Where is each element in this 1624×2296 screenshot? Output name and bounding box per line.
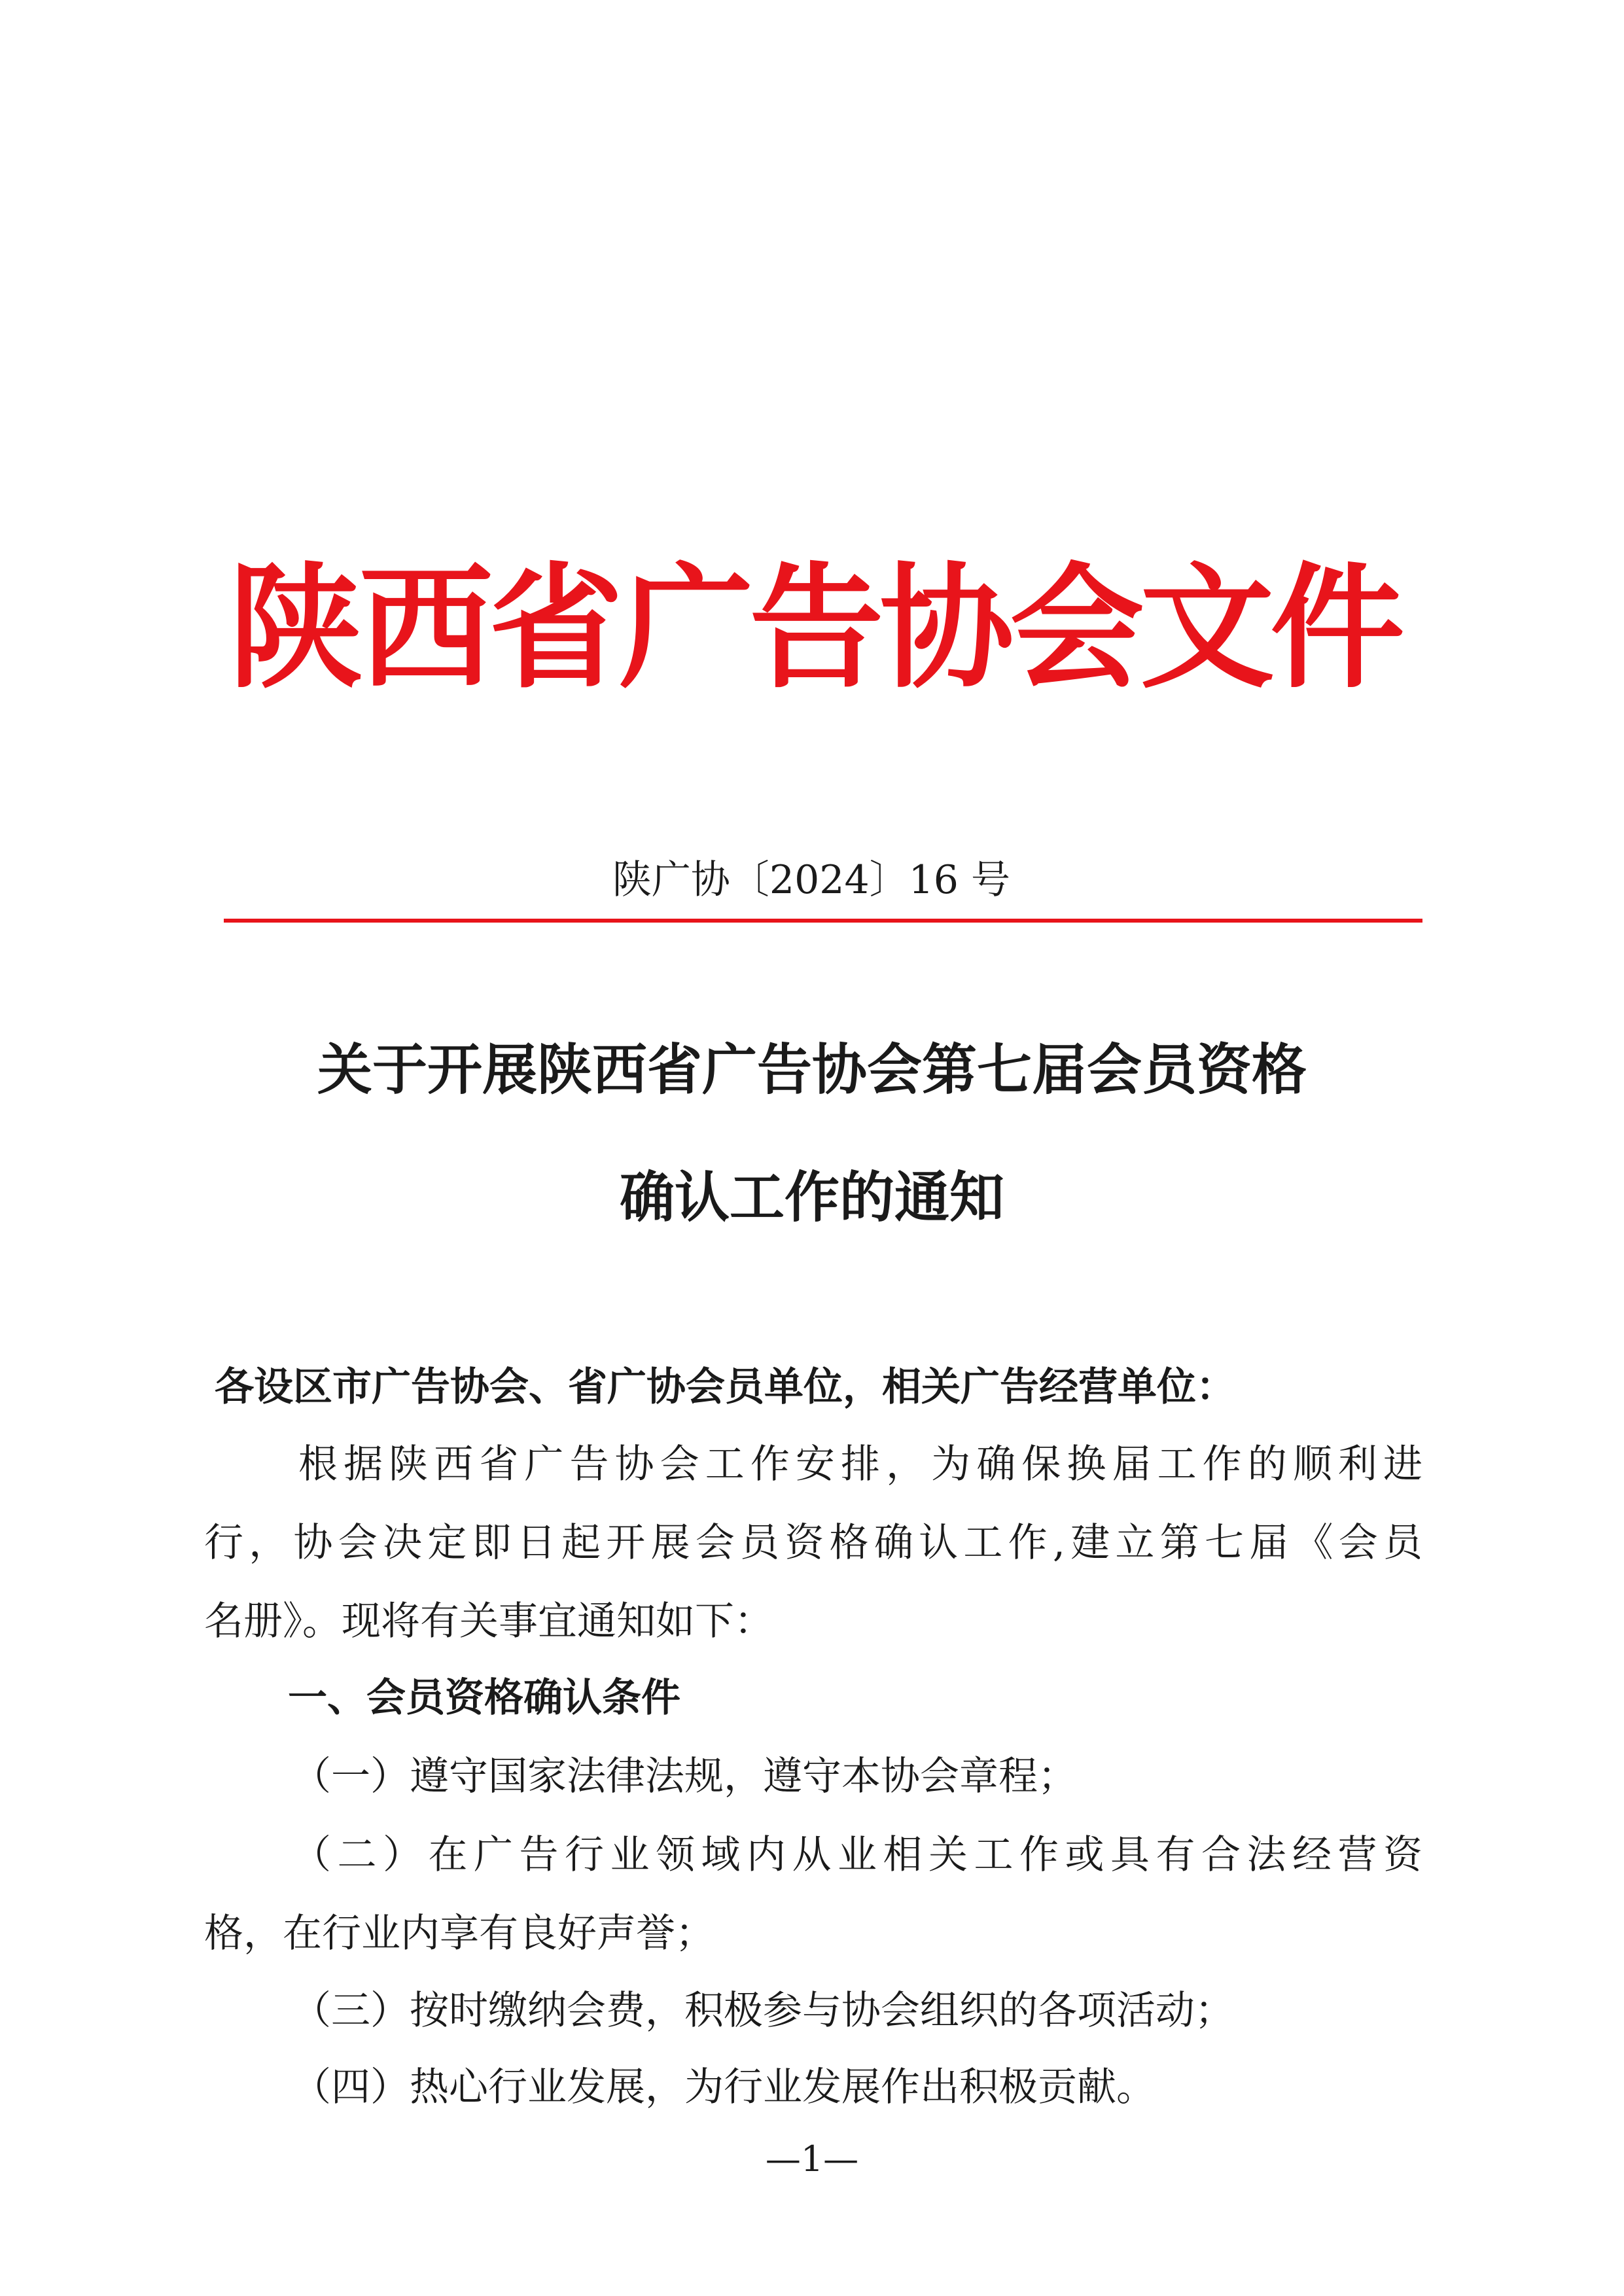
intro-line-2: 行，协会决定即日起开展会员资格确认工作,建立第七届《会员 — [204, 1520, 1422, 1566]
red-divider-line — [224, 919, 1422, 923]
salutation: 各设区市广告协会、省广协会员单位，相关广告经营单位： — [215, 1364, 1235, 1410]
issuing-org-title: 陕西省广告协会文件 — [228, 550, 1401, 707]
notice-title-line-2: 确认工作的通知 — [619, 1165, 1004, 1229]
section-heading-conditions: 一、会员资格确认条件 — [288, 1675, 680, 1721]
document-number: 陕广协〔2024〕16 号 — [612, 857, 1011, 903]
condition-item-2-line-2: 格，在行业内享有良好声誉； — [204, 1911, 715, 1956]
intro-line-3: 名册》。现将有关事宜通知如下： — [204, 1598, 773, 1644]
condition-item-1: （一）遵守国家法律法规，遵守本协会章程； — [292, 1754, 1077, 1799]
intro-line-1: 根据陕西省广告协会工作安排，为确保换届工作的顺利进 — [298, 1441, 1422, 1487]
page-number: —1— — [765, 2138, 859, 2180]
condition-item-4: （四）热心行业发展，为行业发展作出积极贡献。 — [292, 2064, 1156, 2110]
notice-title-line-1: 关于开展陕西省广告协会第七届会员资格 — [317, 1037, 1307, 1102]
condition-item-3: （三）按时缴纳会费，积极参与协会组织的各项活动； — [292, 1988, 1234, 2034]
condition-item-2-line-1: （二）在广告行业领域内从业相关工作或具有合法经营资 — [292, 1832, 1422, 1878]
